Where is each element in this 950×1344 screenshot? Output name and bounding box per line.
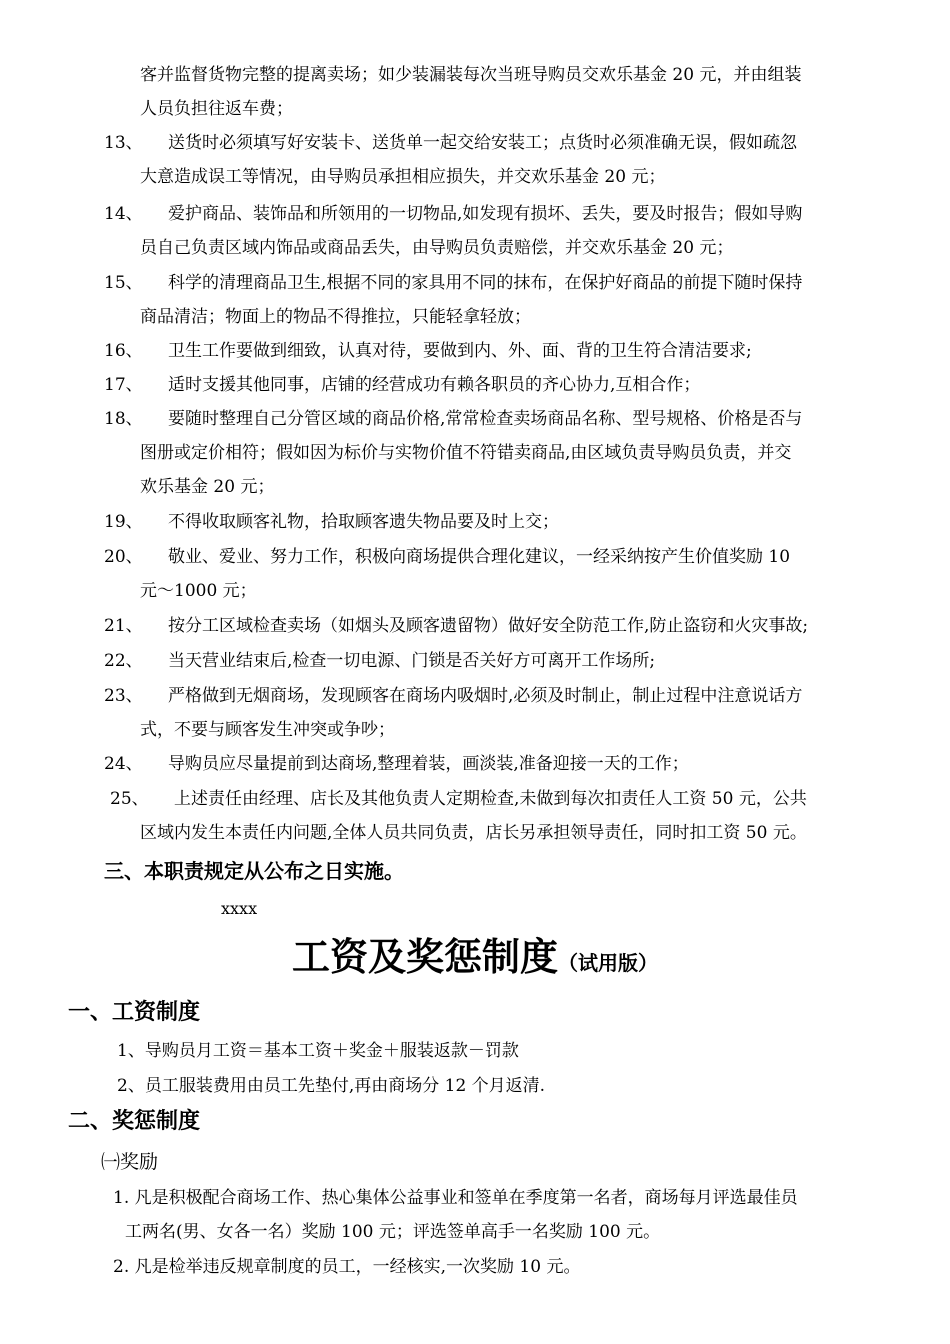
item-number: 25、: [110, 789, 149, 809]
item-text: 要随时整理自己分管区域的商品价格,常常检查卖场商品名称、型号规格、价格是否与: [168, 409, 803, 429]
item-number: 23、: [104, 686, 143, 706]
item-text: 科学的清理商品卫生,根据不同的家具用不同的抹布，在保护好商品的前提下随时保持: [168, 273, 803, 293]
item-text: 卫生工作要做到细致，认真对待，要做到内、外、面、背的卫生符合清洁要求;: [168, 341, 752, 361]
item-text: 适时支援其他同事，店铺的经营成功有赖各职员的齐心协力,互相合作；: [168, 375, 701, 395]
list-item: [104, 644, 910, 678]
wage-heading: 一、工资制度: [68, 1000, 201, 1025]
list-item: [104, 679, 910, 747]
item-text: 严格做到无烟商场，发现顾客在商场内吸烟时,必须及时制止，制止过程中注意说话方: [168, 686, 803, 706]
reward-item: 2. 凡是检举违反规章制度的员工，一经核实,一次奖励 10 元。: [113, 1257, 581, 1277]
item-text: 爱护商品、装饰品和所领用的一切物品,如发现有损坏、丢失，要及时报告；假如导购: [168, 204, 803, 224]
item-text-cont: 欢乐基金 20 元；: [140, 477, 275, 497]
item-text: 导购员应尽量提前到达商场,整理着装，画淡装,准备迎接一天的工作；: [168, 754, 689, 774]
list-item: [104, 540, 910, 608]
list-item: [104, 609, 910, 643]
item-text: 送货时必须填写好安装卡、送货单一起交给安装工；点货时必须准确无误，假如疏忽: [168, 133, 797, 153]
item-text-cont: 大意造成误工等情况，由导购员承担相应损失，并交欢乐基金 20 元；: [140, 167, 666, 187]
item-text: 按分工区域检查卖场（如烟头及顾客遗留物）做好安全防范工作,防止盗窃和火灾事故;: [168, 616, 809, 636]
item-number: 15、: [104, 273, 143, 293]
item-text-cont: 区域内发生本责任内问题,全体人员共同负责，店长另承担领导责任，同时扣工资 50 元。: [140, 823, 807, 843]
item-number: 19、: [104, 512, 143, 532]
list-item: [104, 197, 910, 265]
continued-line: 人员负担往返车费；: [140, 99, 293, 119]
list-item: [104, 334, 910, 368]
item-number: 24、: [104, 754, 143, 774]
list-item: [104, 368, 910, 402]
item-number: 22、: [104, 651, 143, 671]
item-text: 不得收取顾客礼物，拾取顾客遗失物品要及时上交；: [168, 512, 559, 532]
list-item: [104, 747, 910, 781]
item-number: 17、: [104, 375, 143, 395]
wage-line: 1、导购员月工资＝基本工资＋奖金＋服装返款－罚款: [117, 1041, 519, 1061]
item-number: 21、: [104, 616, 143, 636]
item-number: 16、: [104, 341, 143, 361]
wage-line: 2、员工服装费用由员工先垫付,再由商场分 12 个月返清.: [117, 1076, 546, 1096]
continued-line: 客并监督货物完整的提离卖场；如少装漏装每次当班导购员交欢乐基金 20 元，并由组装: [140, 65, 802, 85]
title-subtitle: （试用版）: [558, 951, 658, 975]
item-text: 当天营业结束后,检查一切电源、门锁是否关好方可离开工作场所;: [168, 651, 656, 671]
item-text-cont: 元～1000 元；: [140, 581, 257, 601]
item-number: 18、: [104, 409, 143, 429]
list-item: [104, 402, 910, 504]
list-item: [110, 782, 910, 850]
item-text-cont: 式，不要与顾客发生冲突或争吵；: [140, 720, 395, 740]
reward-subheading: ㈠奖励: [101, 1151, 159, 1173]
list-item: [104, 266, 910, 334]
item-text: 敬业、爱业、努力工作，积极向商场提供合理化建议，一经采纳按产生价值奖励 10: [168, 547, 791, 567]
signature: xxxx: [221, 899, 258, 918]
reward-heading: 二、奖惩制度: [68, 1109, 201, 1134]
item-text: 上述责任由经理、店长及其他负责人定期检查,未做到每次扣责任人工资 50 元，公共: [174, 789, 807, 809]
item-number: 13、: [104, 133, 143, 153]
item-text-cont: 图册或定价相符；假如因为标价与实物价值不符错卖商品,由区域负责导购员负责，并交: [140, 443, 792, 463]
item-text-cont: 商品清洁；物面上的物品不得推拉，只能轻拿轻放；: [140, 307, 531, 327]
title-main: 工资及奖惩制度: [291, 935, 558, 979]
item-text-cont: 员自己负责区域内饰品或商品丢失，由导购员负责赔偿，并交欢乐基金 20 元；: [140, 238, 734, 258]
reward-item-cont: 工两名(男、女各一名）奖励 100 元；评选签单高手一名奖励 100 元。: [125, 1222, 661, 1242]
document-title: [0, 932, 950, 990]
list-item: [104, 126, 910, 194]
list-item: [104, 505, 910, 539]
section-heading: 三、本职责规定从公布之日实施。: [104, 859, 404, 883]
item-number: 20、: [104, 547, 143, 567]
item-number: 14、: [104, 204, 143, 224]
reward-item: 1. 凡是积极配合商场工作、热心集体公益事业和签单在季度第一名者，商场每月评选最佳员: [113, 1188, 798, 1208]
